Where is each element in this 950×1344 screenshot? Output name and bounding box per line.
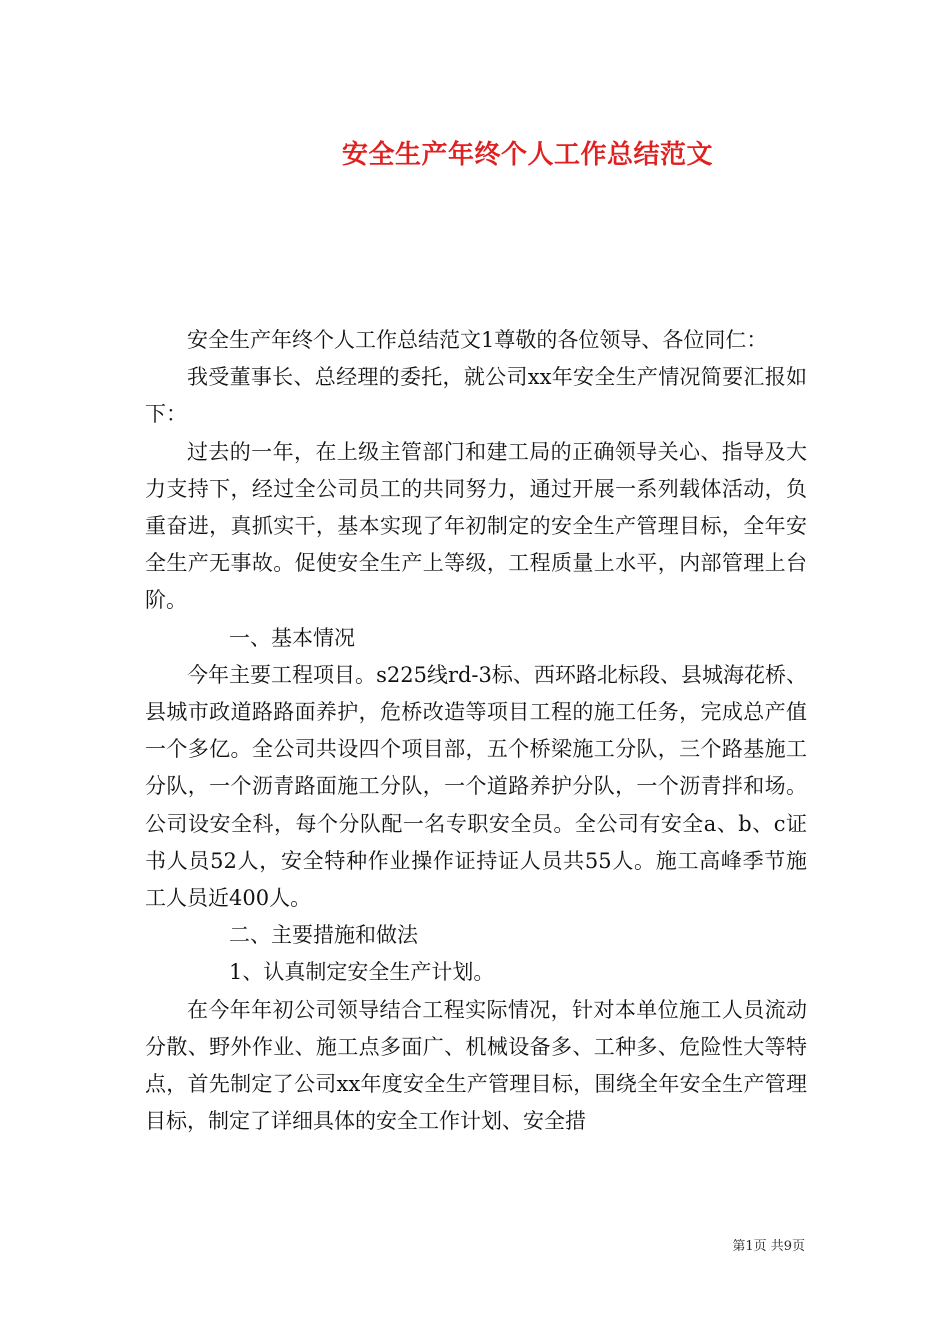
paragraph-basic: 今年主要工程项目。s225线rd-3标、西环路北标段、县城海花桥、县城市政道路路面养护，危桥改造等项目工程的施工任务，完成总产值一个多亿。全公司共设四个项目部，五个桥梁施工分队，三个路基施工分队，一个沥青路面施工分队，一个道路养护分队，一个沥青拌和场。公司设安全科，每个分队配一名专职安全员。全公司有安全a、b、c证书人员52人，安全特种作业操作证持证人员共55人。施工高峰季节施工人员近400人。 <box>145 662 807 911</box>
paragraph-summary: 过去的一年，在上级主管部门和建工局的正确领导关心、指导及大力支持下，经过全公司员工的共同努力，通过开展一系列载体活动，负重奋进，真抓实干，基本实现了年初制定的安全生产管理目标，全年安全生产无事故。促使安全生产上等级，工程质量上水平，内部管理上台阶。 <box>145 439 807 613</box>
document-body <box>145 322 807 1140</box>
document-title: 安全生产年终个人工作总结范文 <box>341 140 713 170</box>
paragraph-greeting: 安全生产年终个人工作总结范文1尊敬的各位领导、各位同仁： <box>187 328 768 352</box>
page-footer: 第1页 共9页 <box>732 1239 805 1254</box>
subsection-heading-plan: 1、认真制定安全生产计划。 <box>229 960 495 985</box>
paragraph-intro: 我受董事长、总经理的委托，就公司xx年安全生产情况简要汇报如下： <box>145 365 807 427</box>
section-heading-measures: 二、主要措施和做法 <box>229 923 418 948</box>
paragraph-plan: 在今年年初公司领导结合工程实际情况，针对本单位施工人员流动分散、野外作业、施工点多面广、机械设备多、工种多、危险性大等特点，首先制定了公司xx年度安全生产管理目标，围绕全年安全生产管理目标，制定了详细具体的安全工作计划、安全措 <box>145 997 807 1134</box>
section-heading-basic: 一、基本情况 <box>229 625 355 650</box>
